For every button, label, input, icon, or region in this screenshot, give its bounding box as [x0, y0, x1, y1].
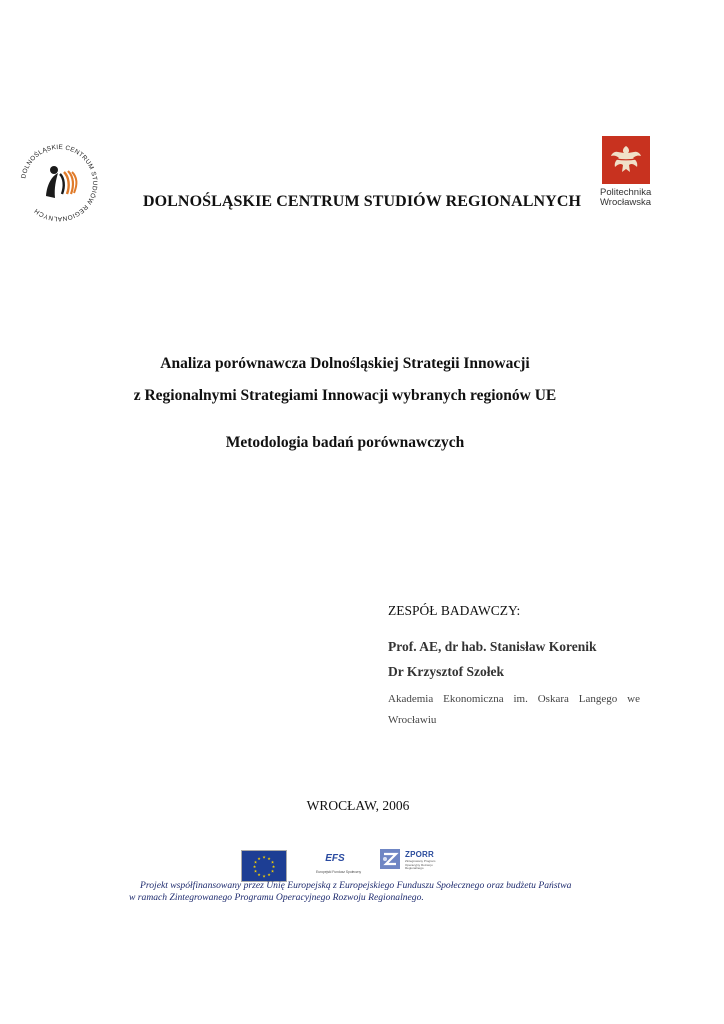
svg-text:★: ★: [270, 859, 275, 865]
svg-text:★: ★: [267, 872, 271, 877]
svg-text:★: ★: [262, 873, 266, 879]
svg-text:★: ★: [257, 872, 261, 877]
team-member: Dr Krzysztof Szołek: [388, 664, 504, 679]
place-date: WROCŁAW, 2006: [306, 798, 410, 813]
eagle-shield-icon: [602, 136, 650, 184]
team-heading: ZESPÓŁ BADAWCZY:: [388, 603, 521, 618]
zporr-logo: [379, 848, 437, 878]
pwr-name-line2: Wrocławska: [600, 197, 652, 208]
efs-mark: EFS: [325, 853, 345, 864]
title-line-2: z Regionalnymi Strategiami Innowacji wybranych regionów UE: [133, 387, 557, 404]
funding-note-line-2: w ramach Zintegrowanego Programu Operacyjnego Rozwoju Regionalnego.: [129, 892, 424, 903]
svg-text:★: ★: [257, 856, 261, 861]
zporr-icon: [379, 848, 401, 870]
svg-text:★: ★: [262, 854, 266, 860]
efs-logo: [316, 848, 362, 878]
logo-ring-text: DOLNOŚLĄSKIE CENTRUM STUDIÓW REGIONALNYCH: [20, 143, 99, 223]
svg-text:★: ★: [270, 868, 275, 874]
funding-note-line-1: Projekt współfinansowany przez Unię Europejską z Europejskiego Funduszu Społecznego oraz budżetu Państwa: [140, 880, 572, 891]
efs-sub: Europejski Fundusz Społeczny: [316, 870, 362, 874]
svg-text:★: ★: [253, 868, 258, 874]
subtitle: Metodologia badań porównawczych: [225, 434, 465, 451]
eu-flag-logo: [241, 850, 287, 882]
svg-text:★: ★: [267, 856, 271, 861]
svg-text:★: ★: [253, 859, 258, 865]
svg-text:★: ★: [271, 864, 276, 869]
dcsr-seal-logo: [16, 140, 102, 226]
research-team-block: [388, 603, 640, 731]
zporr-mark: ZPORR: [405, 850, 434, 859]
affiliation: Akademia Ekonomiczna im. Oskara Langego we Wrocławiu: [388, 693, 640, 726]
center-name-heading: DOLNOŚLĄSKIE CENTRUM STUDIÓW REGIONALNYCH: [142, 193, 582, 210]
team-member: Prof. AE, dr hab. Stanisław Korenik: [388, 639, 597, 654]
zporr-sub: Zintegrowany Program Operacyjny Rozwoju Regionalnego: [405, 859, 436, 871]
pwr-name-line1: Politechnika: [600, 187, 652, 198]
svg-text:★: ★: [252, 864, 257, 869]
title-line-1: Analiza porównawcza Dolnośląskiej Strategii Innowacji: [160, 355, 530, 372]
